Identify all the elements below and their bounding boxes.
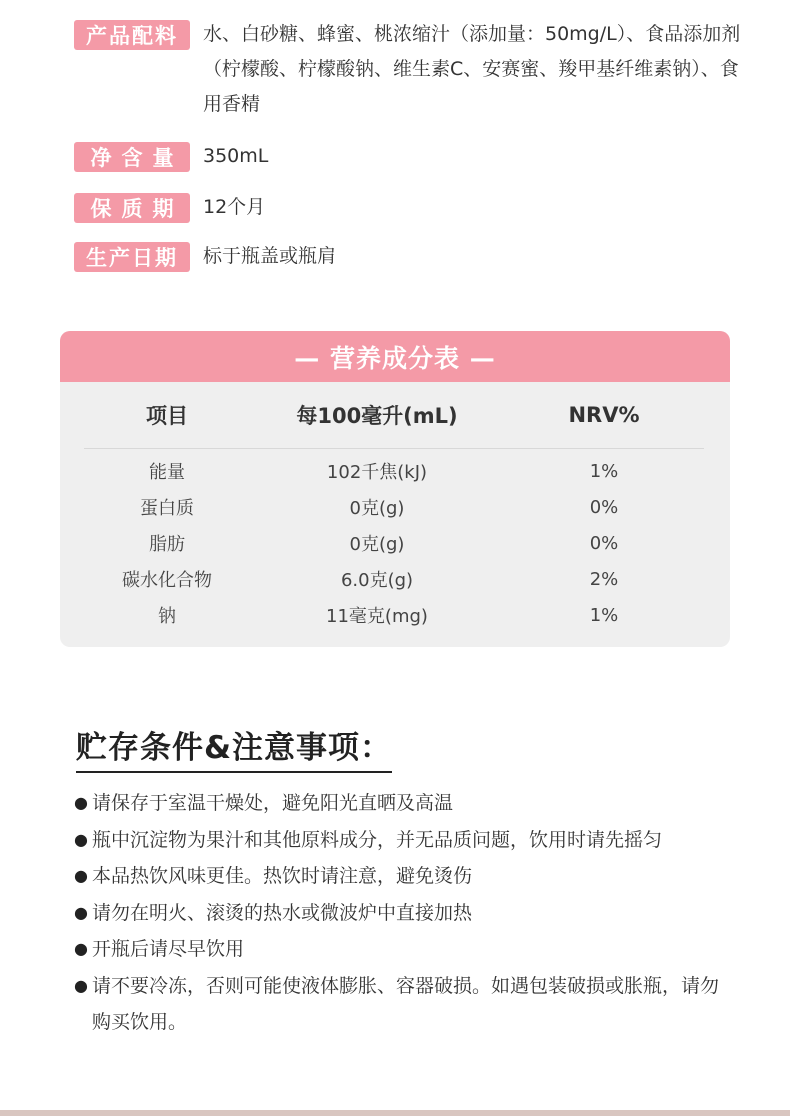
list-item (74, 968, 734, 1041)
header-per-100ml: 每100毫升(mL) (296, 404, 458, 428)
info-row-shelf-life (74, 193, 743, 225)
nutrient-nrv: 1% (589, 460, 619, 482)
nutrient-amount: 102千焦(kJ) (326, 462, 428, 483)
info-row-production-date (74, 242, 743, 274)
bullet-icon: ● (74, 939, 88, 958)
note-text: 瓶中沉淀物为果汁和其他原料成分，并无品质问题，饮用时请先摇匀 (92, 828, 663, 851)
storage-title: 贮存条件&注意事项： (76, 722, 392, 773)
list-item (74, 931, 734, 968)
ingredients-value: 水、白砂糖、蜂蜜、桃浓缩汁（添加量：50mg/L）、食品添加剂（柠檬酸、柠檬酸钠、维生素C、安赛蜜、羧甲基纤维素钠）、食用香精 (203, 23, 741, 115)
bottom-image-edge (0, 1110, 790, 1116)
header-item: 项目 (146, 404, 188, 428)
list-item (74, 822, 734, 859)
net-content-value: 350mL (203, 145, 269, 167)
table-row (84, 453, 704, 489)
nutrient-name: 蛋白质 (140, 498, 194, 519)
nutrient-name: 能量 (149, 462, 185, 483)
nutrient-nrv: 0% (589, 496, 619, 518)
bullet-icon: ● (74, 829, 88, 849)
nutrient-name: 钠 (158, 606, 176, 627)
bullet-icon: ● (74, 902, 88, 922)
nutrition-title: — 营养成分表 — (60, 331, 730, 382)
note-text: 请不要冷冻，否则可能使液体膨胀、容器破损。如遇包装破损或胀瓶，请勿购买饮用。 (92, 974, 720, 1033)
table-row (84, 525, 704, 561)
note-text: 请勿在明火、滚烫的热水或微波炉中直接加热 (92, 901, 473, 924)
nutrient-nrv: 1% (589, 604, 619, 626)
shelf-life-label: 保质期 (74, 193, 190, 223)
nutrient-amount: 0克(g) (349, 498, 405, 519)
table-row (84, 597, 704, 633)
bullet-icon: ● (74, 975, 88, 995)
list-item (74, 785, 734, 822)
bullet-icon: ● (74, 793, 88, 812)
nutrient-name: 碳水化合物 (122, 570, 212, 591)
table-row (84, 489, 704, 525)
list-item (74, 858, 734, 895)
header-nrv: NRV% (568, 403, 640, 427)
net-content-label: 净含量 (74, 142, 190, 172)
nutrient-nrv: 0% (589, 532, 619, 554)
nutrient-nrv: 2% (589, 568, 619, 590)
production-date-label: 生产日期 (74, 242, 190, 272)
shelf-life-value: 12个月 (203, 196, 266, 218)
bullet-icon: ● (74, 866, 88, 885)
note-text: 开瓶后请尽早饮用 (92, 938, 245, 960)
production-date-value: 标于瓶盖或瓶肩 (203, 245, 337, 267)
nutrient-name: 脂肪 (149, 534, 185, 555)
note-text: 本品热饮风味更佳。热饮时请注意，避免烫伤 (92, 865, 473, 887)
nutrition-card (60, 331, 730, 647)
nutrient-amount: 0克(g) (349, 534, 405, 555)
storage-notes-list (74, 785, 734, 1041)
info-row-ingredients (74, 20, 743, 122)
ingredients-label: 产品配料 (74, 20, 190, 50)
info-row-net-content (74, 142, 743, 174)
note-text: 请保存于室温干燥处，避免阳光直晒及高温 (92, 792, 454, 814)
nutrient-amount: 6.0克(g) (340, 570, 414, 591)
nutrition-table-header (84, 382, 704, 449)
list-item (74, 895, 734, 932)
table-row (84, 561, 704, 597)
nutrient-amount: 11毫克(mg) (326, 606, 428, 627)
nutrition-table (84, 382, 704, 633)
